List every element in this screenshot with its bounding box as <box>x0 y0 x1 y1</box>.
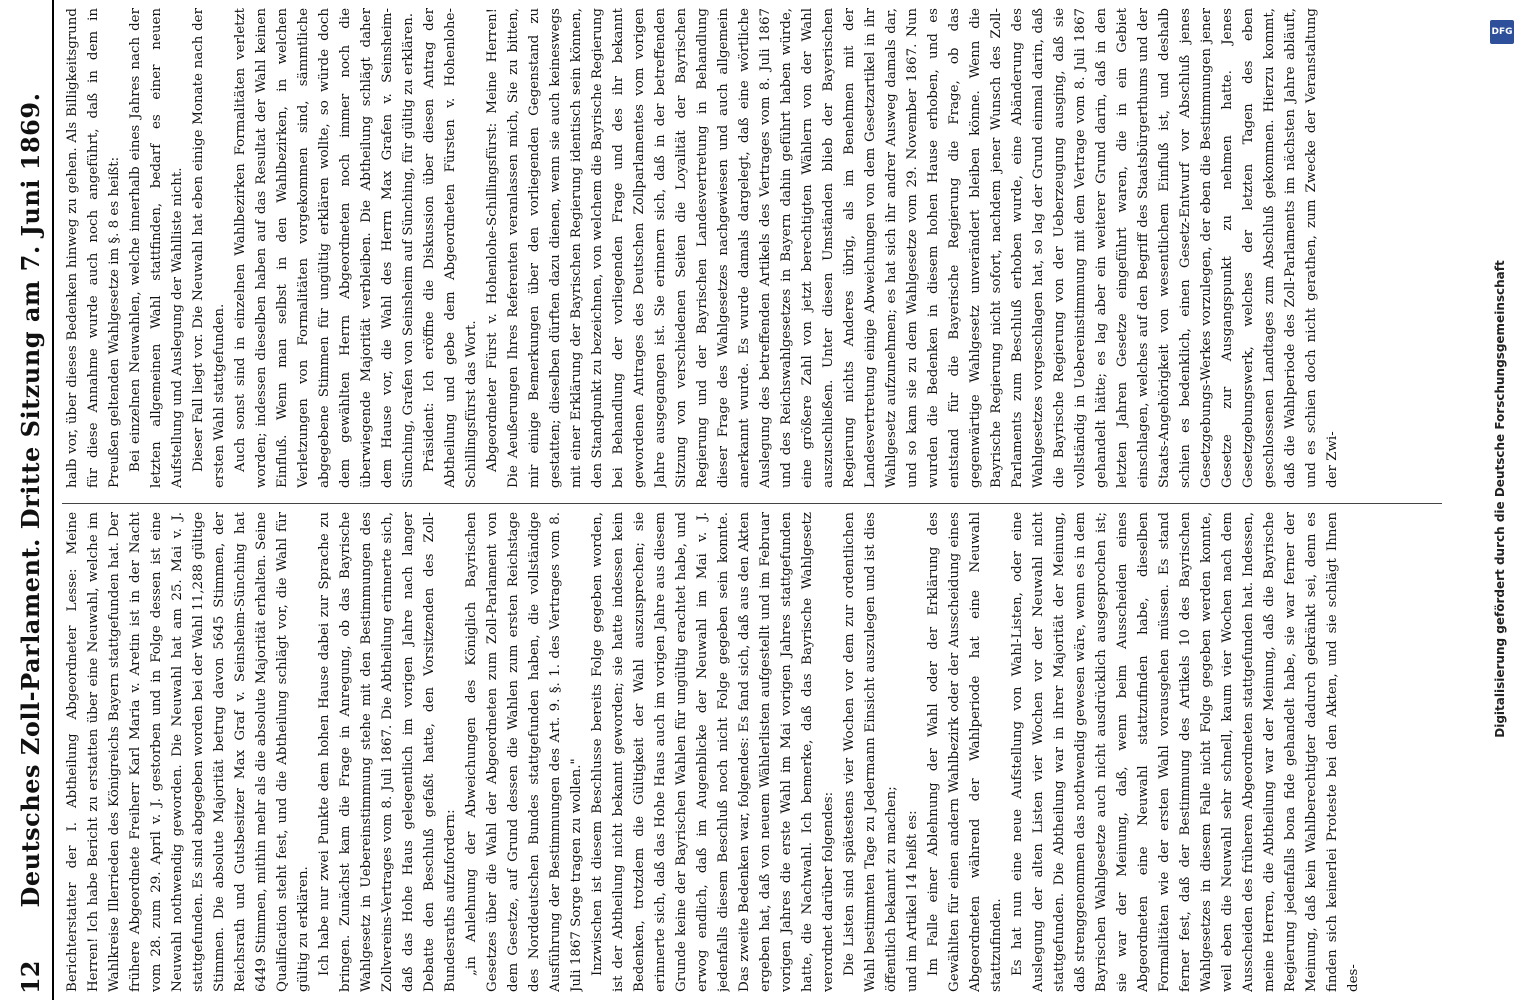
paragraph: und im Artikel 14 heißt es: <box>905 810 920 992</box>
left-text-column <box>62 512 1442 992</box>
quoted-law-text: Im Falle einer Ablehnung der Wahl oder der Erklärung des Gewählten für einen andern Wahlbezirk oder der Ausscheidung eines Abgeordneten während der Wahlperiode hat eine Neuwahl stattzufinden. <box>926 512 1004 992</box>
quoted-law-text: Die Listen sind spätestens vier Wochen vor dem zur ordentlichen Wahl bestimmten Tage zu Jedermann Einsicht auszulegen und ist dies öffentlich bekannt zu machen; <box>842 512 899 992</box>
paragraph: Inzwischen ist diesem Beschlusse bereits Folge gegeben worden, ist der Abtheilung nicht bekannt geworden; sie hatte indessen kein Bedenken, trotzdem die Gültigkeit der Wahl auszusprechen; sie erinnerte sich, daß das Hohe Haus auch im vorigen Jahre aus diesem Grunde keine der Bayrischen Wahlen für ungültig erachtet habe, und erwog endlich, daß im Augenblicke der Neuwahl im Mai v. J. jedenfalls diesem Beschluß noch nicht Folge gegeben sein konnte. Das zweite Bedenken war, folgendes: Es fand sich, daß aus den Akten ergeben hat, daß von neuem Wählerlisten aufgestellt und im Februar vorigen Jahres die erste Wahl im Mai vorigen Jahres stattgefunden hatte, die Nachwahl. Ich bemerke, daß das Bayrische Wahlgesetz verordnet darüber folgendes: <box>590 512 836 992</box>
quoted-law-text: Bei einzelnen Neuwahlen, welche innerhalb eines Jahres nach der letzten allgemeinen Wahl stattfinden, bedarf es einer neuen Aufstellung und Auslegung der Wahlliste nicht. <box>128 8 185 488</box>
page-number: 12 <box>16 960 45 994</box>
page-header <box>12 0 46 1000</box>
speaker-paragraph: Abgeordneter Fürst v. Hohenlohe-Schillingsfürst: Meine Herren! Die Aeußerungen Ihres Referenten veranlassen mich, Sie zu bitten, mir einige Bemerkungen über den vorliegenden Gegenstand zu gestatten; dieselben dürften dazu dienen, wenn sie auch keineswegs mit einer Erklärung der Bayrischen Regierung identisch sein können, den Standpunkt zu bezeichnen, von welchem die Bayrische Regierung bei Behandlung der vorliegenden Frage und des ihr bekannt gewordenen Antrages des Deutschen Zollparlamentes vom vorigen Jahre ausgegangen ist. Sie erinnern sich, daß in der betreffenden Sitzung von verschiedenen Seiten die Loyalität der Bayrischen Regierung und der Bayrischen Landesvertretung in Behandlung dieser Frage des Wahlgesetzes nachgewiesen und auch allgemein anerkannt wurde. Es wurde damals dargelegt, daß eine wörtliche Auslegung des betreffenden Artikels des Vertrages vom 8. Juli 1867 und des Reichswahlgesetzes in Bayern dahin geführt haben würde, eine größere Zahl von jetzt berechtigten Wählern von der Wahl auszuschließen. Unter diesen Umständen blieb der Bayerischen Regierung nichts Anderes übrig, als im Benehmen mit der Landesvertretung einige Abweichungen von dem Gesetzartikel in ihr Wahlgesetz aufzunehmen; es hat sich ihr andrer Ausweg damals dar, und so kam sie zu dem Wahlgesetze vom 29. November 1867. Nun wurden die Bedenken in diesem hohen Hause erhoben, und es entstand für die Bayerische Regierung die Frage, ob das gegenwärtige Wahlgesetz unverändert bleiben könne. Wenn die Bayrische Regierung nicht sofort, nachdem jener Wunsch des Zoll-Parlaments zum Beschluß erhoben wurde, eine Abänderung des Wahlgesetzes vorgeschlagen hat, so lag der Grund einmal darin, daß die Bayrische Regierung von der Ueberzeugung ausging, daß sie vollständig in Uebereinstimmung mit dem Vertrage vom 8. Juli 1867 gehandelt hätte; es lag aber ein weiterer Grund darin, daß in den letzten Jahren Gesetze eingeführt waren, die in ein Gebiet einschlagen, welches auf den Begriff des Staatsbürgerthums und der Staats-Angehörigkeit von wesentlichem Einfluß ist, und deshalb schien es bedenklich, einen Gesetz-Entwurf vor Abschluß jenes Gesetzgebungs-Werkes vorzulegen, der eben die Bestimmungen jener Gesetze zur Ausgangspunkt zu nehmen hatte. Jenes Gesetzgebungswerk, welches der letzten Tagen des eben geschlossenen Landtages zum Abschluß gekommen. Hierzu kommt, daß die Wahlperiode des Zoll-Parlaments im nächsten Jahre abläuft, und es schien doch nicht gerathen, zum Zwecke der Veranstaltung der Zwi- <box>485 8 1340 488</box>
digitization-credit-strip <box>1487 20 1517 990</box>
running-title: Deutsches Zoll-Parlament. Dritte Sitzung am 7. Juni 1869. <box>16 92 45 908</box>
header-rule <box>52 0 54 1000</box>
quoted-resolution: „in Anlehnung der Abweichungen des Königlich Bayrischen Gesetzes über die Wahl der Abgeordneten zum Zoll-Parlament von dem Gesetze, auf Grund dessen die Wahlen zum ersten Reichstage des Norddeutschen Bundes stattgefunden haben, die vollständige Ausführung der Bestimmungen des Art. 9. §. 1. des Vertrages vom 8. Juli 1867 Sorge tragen zu wollen." <box>464 512 584 992</box>
paragraph: halb vor, über dieses Bedenken hinweg zu gehen. Als Billigkeitsgrund für diese Annahme wurde auch noch angeführt, daß in dem in Preußen geltenden Wahlgesetze im §. 8 es heißt: <box>65 8 122 488</box>
digitization-credit-text: Digitalisierung gefördert durch die Deutsche Forschungsgemeinschaft <box>1493 260 1507 738</box>
column-divider <box>62 503 1442 504</box>
paragraph: Berichterstatter der I. Abtheilung Abgeordneter Lesse: Meine Herren! Ich habe Bericht zu erstatten über eine Neuwahl, welche im Wahlkreise Illerrieden des Königreichs Bayern stattgefunden hat. Der frühere Abgeordnete Freiherr Karl Maria v. Aretin ist in der Nacht vom 28. zum 29. April v. J. gestorben und in Folge dessen ist eine Neuwahl nothwendig geworden. Die Neuwahl hat am 25. Mai v. J. stattgefunden. Es sind abgegeben worden bei der Wahl 11,288 gültige Stimmen. Die absolute Majorität betrug davon 5645 Stimmen, der Reichsrath und Gutsbesitzer Max Graf v. Seinsheim-Sünching hat 6449 Stimmen, mithin mehr als die absolute Majorität erhalten. Seine Qualification steht fest, und die Abtheilung schlägt vor, die Wahl für gültig zu erklären. <box>65 512 311 992</box>
paragraph: Ich habe nur zwei Punkte dem hohen Hause dabei zur Sprache zu bringen. Zunächst kam die Frage in Anregung, ob das Bayrische Wahlgesetz in Uebereinstimmung stehe mit den Bestimmungen des Zollvereins-Vertrages vom 8. Juli 1867. Die Abtheilung erinnerte sich, daß das Hohe Haus gelegentlich im vorigen Jahre nach langer Debatte den Beschluß gefaßt hatte, den Vorsitzenden des Zoll-Bundesraths aufzufordern: <box>317 512 458 992</box>
speaker-paragraph: Präsident: Ich eröffne die Diskussion über diesen Antrag der Abtheilung und gebe dem Abgeordneten Fürsten v. Hohenlohe-Schillingsfürst das Wort. <box>422 8 479 488</box>
paragraph: Dieser Fall liegt vor. Die Neuwahl hat eben einige Monate nach der ersten Wahl stattgefunden. <box>191 8 227 488</box>
paragraph: Es hat nun eine neue Aufstellung von Wahl-Listen, oder eine Auslegung der alten Listen vier Wochen vor der Neuwahl nicht stattgefunden. Die Abtheilung war in ihrer Majorität der Meinung, daß strenggenommen das nothwendig gewesen wäre, wenn es in dem Bayrischen Wahlgesetze auch nicht ausdrücklich ausgesprochen ist; sie war der Meinung, daß, wenn beim Ausscheiden eines Abgeordneten eine Neuwahl stattzufinden habe, dieselben Formalitäten wie der ersten Wahl vorausgehen müssen. Es stand ferner fest, daß der Bestimmung des Artikels 10 des Bayrischen Wahlgesetzes in diesem Falle nicht Folge gegeben werden konnte, weil eben die Neuwahl sehr schnell, kaum vier Wochen nach dem Ausscheiden des früheren Abgeordneten stattgefunden hat. Indessen, meine Herren, die Abtheilung war der Meinung, daß die Bayrische Regierung jedenfalls bona fide gehandelt habe, sie war ferner der Meinung, daß kein Wahlberechtigter dadurch gekränkt sei, denn es finden sich keinerlei Proteste bei den Akten, und sie schlägt Ihnen des- <box>1010 512 1361 992</box>
dfg-logo: DFG <box>1490 20 1514 44</box>
right-text-column <box>62 8 1442 488</box>
paragraph: Auch sonst sind in einzelnen Wahlbezirken Formalitäten verletzt worden; indessen dieselben haben auf das Resultat der Wahl keinen Einfluß. Wenn man selbst in den Wahlbezirken, in welchen Verletzungen von Formalitäten vorgekommen sind, sämmtliche abgegebene Stimmen für ungültig erklären wollte, so würde doch dem gewählten Herrn Abgeordneten noch immer noch die überwiegende Majorität verbleiben. Die Abtheilung schlägt daher dem Hause vor, die Wahl des Herrn Max Grafen v. Seinsheim-Sünching, Grafen von Seinsheim auf Sünching, für gültig zu erklären. <box>233 8 416 488</box>
